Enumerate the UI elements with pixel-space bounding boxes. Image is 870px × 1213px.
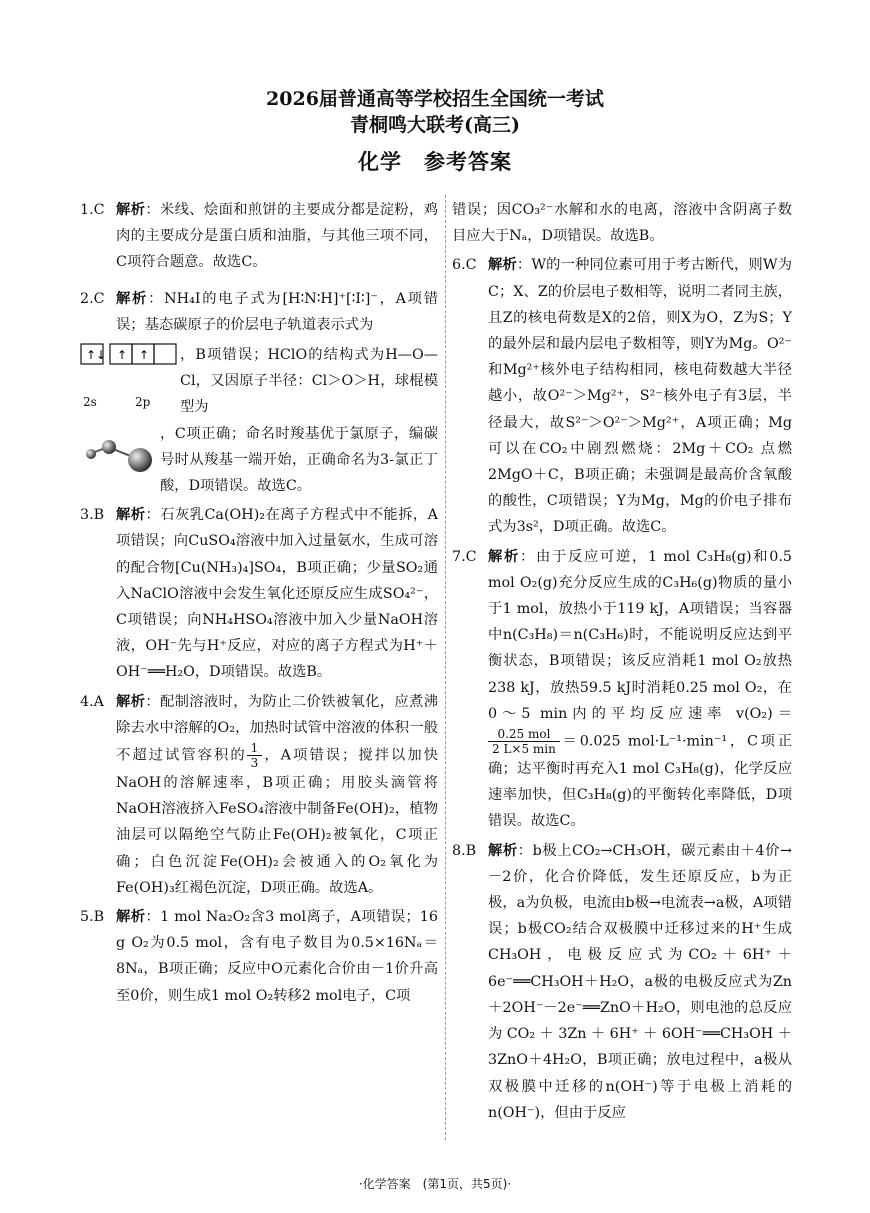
answer-number: 7.C xyxy=(452,548,477,565)
answer-number: 6.C xyxy=(452,257,477,274)
answer-item-8 xyxy=(452,838,792,1126)
analysis-label: 解析 xyxy=(488,257,517,274)
answer-number: 5.B xyxy=(80,909,105,926)
svg-text:↑: ↑ xyxy=(139,348,150,363)
analysis-text: ：W的一种同位素可用于考古断代，则W为C；X、Z的价层电子数相等，说明二者同主族，且Z的核电荷数是X的2倍，则X为O，Z为S；Y的最外层和最内层电子数相等，则Y为Mg。O²⁻和Mg²⁺核外电子结构相同，核电荷数越大半径越小，故O²⁻＞Mg²⁺，S²⁻核外电子有3层，半径最大，故S²⁻＞O²⁻＞Mg²⁺，A项正确；Mg可以在CO₂中剧烈燃烧：2Mg＋CO₂ 点燃 2MgO＋C，B项正确；未强调是最高价含氧酸的酸性，C项错误；Y为Mg，Mg的价电子排布式为3s²，D项正确。故选C。 xyxy=(488,257,792,536)
analysis-label: 解析 xyxy=(116,202,146,218)
analysis-text-b: ＝0.025 mol·L⁻¹·min⁻¹，C项正确；达平衡时再充入1 mol C₃H₈(g)，化学反应速率加快，但C₃H₈(g)的平衡转化率降低，D项错误。故选C。 xyxy=(488,733,792,830)
fraction-numerator: 1 xyxy=(247,741,263,756)
svg-text:↑: ↑ xyxy=(117,348,128,363)
analysis-text-b: ，A项错误；搅拌以加快NaOH的溶解速率，B项正确；用胶头滴管将NaOH溶液挤入FeSO₄溶液中制备Fe(OH)₂，植物油层可以隔绝空气防止Fe(OH)₂被氧化，C项正确；白色沉淀Fe(OH)₂会被通入的O₂氧化为Fe(OH)₃红褐色沉淀，D项正确。故选A。 xyxy=(116,747,439,896)
answer-number: 4.A xyxy=(80,693,104,710)
analysis-label: 解析 xyxy=(116,507,146,524)
answer-number: 2.C xyxy=(80,290,105,307)
exam-subtitle: 青桐鸣大联考(高三) xyxy=(350,114,520,136)
analysis-label: 解析 xyxy=(116,290,149,307)
analysis-label: 解析 xyxy=(488,548,521,565)
answer-item-4 xyxy=(80,689,438,901)
analysis-text: ：b极上CO₂→CH₃OH，碳元素由＋4价→－2价，化合价降低，发生还原反应，b为正极，a为负极，电流由b极→电流表→a极，A项错误；b极CO₂结合双极膜中迁移过来的H⁺生成CH₃OH，电极反应式为CO₂＋6H⁺＋6e⁻══CH₃OH＋H₂O，a极的电极反应式为Zn＋2OH⁻－2e⁻══ZnO＋H₂O，则电池的总反应为CO₂＋3Zn＋6H⁺＋6OH⁻══CH₃OH＋3ZnO＋4H₂O，B项正确；放电过程中，a极从双极膜中迁移的n(OH⁻)等于电极上消耗的n(OH⁻)，但由于反应 xyxy=(488,842,792,1121)
analysis-label: 解析 xyxy=(488,842,518,859)
answer-item-1 xyxy=(80,197,438,276)
answer-item-5-continued xyxy=(452,197,792,249)
answer-number: 8.B xyxy=(452,842,477,859)
answer-item-2 xyxy=(80,286,438,500)
analysis-text: ：1 mol Na₂O₂含3 mol离子，A项错误；16 g O₂为0.5 mol，含有电子数目为0.5×16Nₐ＝8Nₐ，B项正确；反应中O元素化合价由－1价升高至0价，则生成1 mol O₂转移2 mol电子，C项 xyxy=(116,909,438,1004)
column-divider xyxy=(445,195,446,1140)
svg-text:↑↓: ↑↓ xyxy=(86,348,107,363)
analysis-label: 解析 xyxy=(116,693,146,710)
answer-item-7 xyxy=(452,544,792,835)
analysis-text-a: ：NH₄I的电子式为[H∶N∶H]⁺[∶I∶]⁻，A项错误；基态碳原子的价层电子轨道表示式为 xyxy=(116,290,439,333)
analysis-text: ：米线、烩面和煎饼的主要成分都是淀粉，鸡肉的主要成分是蛋白质和油脂，与其他三项不同，C项符合题意。故选C。 xyxy=(116,202,439,271)
page-footer: ·化学答案 (第1页，共5页)· xyxy=(358,1177,512,1191)
analysis-label: 解析 xyxy=(116,909,146,926)
orbital-2s-label: 2s xyxy=(83,395,97,410)
answer-item-6 xyxy=(452,252,792,540)
analysis-text-a: ：配制溶液时，为防止二价铁被氧化，应煮沸除去水中溶解的O₂，加热时试管中溶液的体积一般不超过试管容积的 xyxy=(116,693,439,764)
right-column xyxy=(452,197,792,1129)
analysis-text-c: ，C项正确；命名时羧基优于氯原子，编碳号时从羧基一端开始，正确命名为3-氯正丁酸，D项错误。故选C。 xyxy=(160,425,438,495)
orbital-diagram xyxy=(80,342,180,409)
exam-title: 2026届普通高等学校招生全国统一考试 xyxy=(266,88,604,110)
fraction-numerator: 0.25 mol xyxy=(488,727,560,742)
answer-number: 3.B xyxy=(80,507,105,524)
answer-item-5 xyxy=(80,904,438,1009)
analysis-text: 错误；因CO₃²⁻水解和水的电离，溶液中含阴离子数目应大于Nₐ，D项错误。故选B。 xyxy=(452,202,792,245)
analysis-text-b: ，B项错误；HClO的结构式为H—O—Cl，又因原子半径：Cl＞O＞H，球棍模型为 xyxy=(180,347,438,416)
ball-and-stick-model xyxy=(80,435,160,484)
fraction-denominator: 2 L×5 min xyxy=(492,742,556,757)
left-column xyxy=(80,197,438,1012)
analysis-text-a: ：由于反应可逆，1 mol C₃H₈(g)和0.5 mol O₂(g)充分反应生成的C₃H₆(g)物质的量小于1 mol，放热小于119 kJ，A项错误；当容器中n(C₃H₈)＝n(C₃H₆)时，不能说明反应达到平衡状态，B项错误；该反应消耗1 mol O₂放热238 kJ，放热59.5 kJ时消耗0.25 mol O₂，在0～5 min内的平均反应速率 v(O₂)＝ xyxy=(488,548,793,722)
fraction-denominator: 3 xyxy=(250,756,259,771)
answer-item-3 xyxy=(80,502,438,685)
fraction xyxy=(488,727,560,756)
orbital-2p-label: 2p xyxy=(135,395,151,410)
fraction xyxy=(247,741,263,770)
analysis-text: ：石灰乳Ca(OH)₂在离子方程式中不能拆，A项错误；向CuSO₄溶液中加入过量氨水，生成可溶的配合物[Cu(NH₃)₄]SO₄，B项正确；少量SO₂通入NaClO溶液中会发生氧化还原反应生成SO₄²⁻，C项错误；向NH₄HSO₄溶液中加入少量NaOH溶液，OH⁻先与H⁺反应，对应的离子方程式为H⁺＋OH⁻══H₂O，D项错误。故选B。 xyxy=(116,507,438,681)
answer-number: 1.C xyxy=(80,202,105,218)
document-title: 化学 参考答案 xyxy=(358,149,512,174)
